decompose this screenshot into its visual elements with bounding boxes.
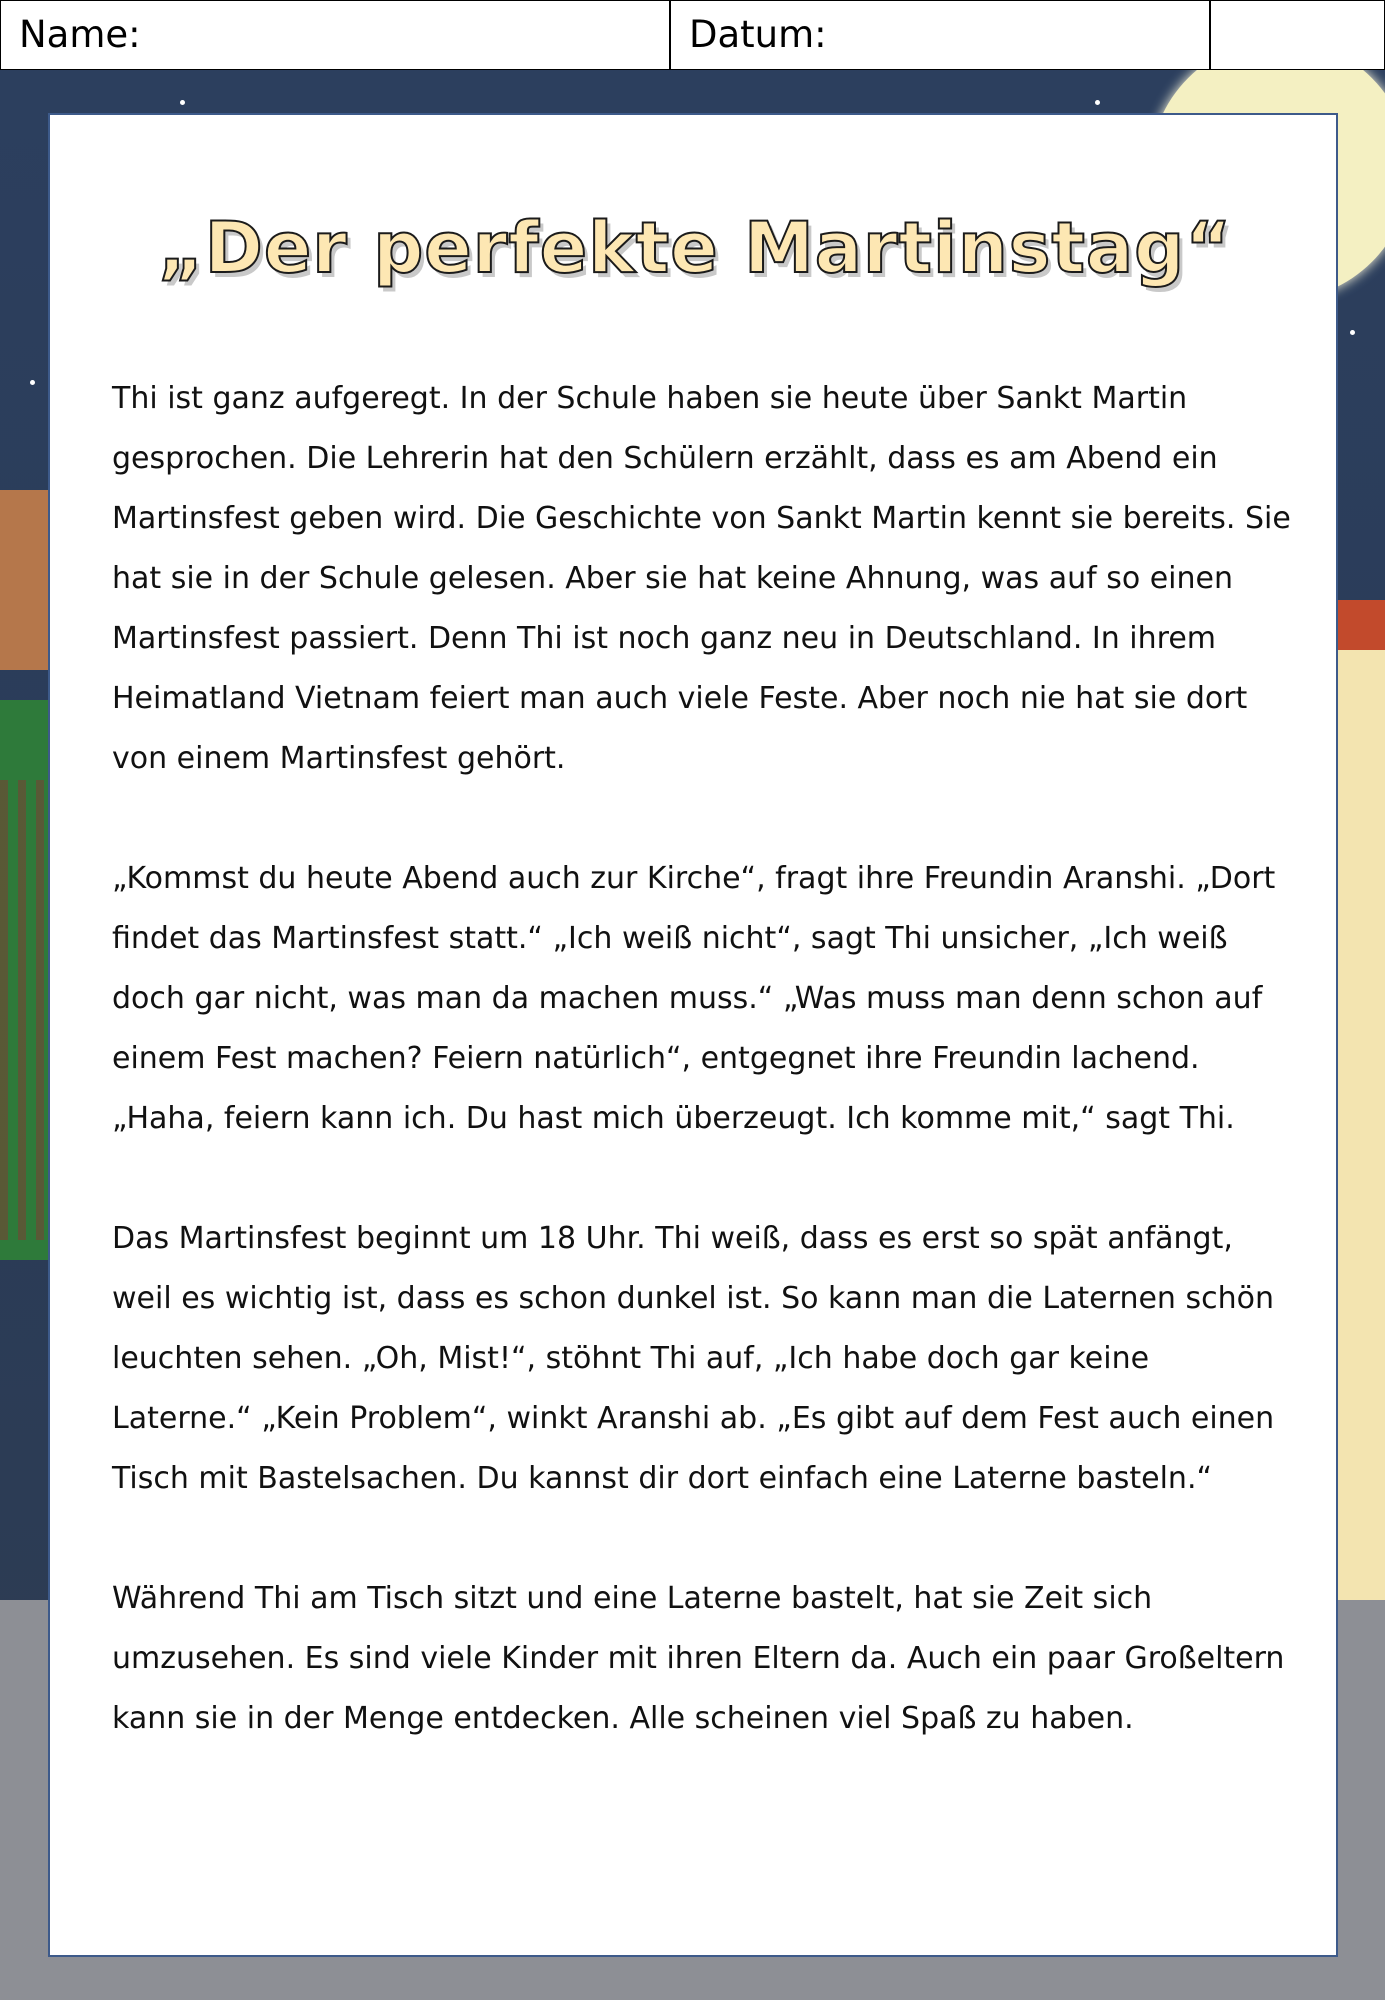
star-icon	[30, 380, 35, 385]
page-title: „Der perfekte Martinstag“	[157, 207, 1233, 289]
fence-illustration	[0, 780, 50, 1240]
date-label: Datum:	[689, 13, 827, 56]
star-icon	[1350, 330, 1355, 335]
extra-field[interactable]	[1211, 1, 1384, 69]
worksheet-paper	[48, 113, 1338, 1957]
name-field[interactable]	[1, 1, 671, 69]
star-icon	[180, 100, 185, 105]
story-paragraph-1: Thi ist ganz aufgeregt. In der Schule haben sie heute über Sankt Martin gesprochen. Die Lehrerin hat den Schülern erzählt, dass es am Abend ein Martinsfest geben wird. Die Geschichte von Sankt Martin kennt sie bereits. Sie hat sie in der Schule gelesen. Aber sie hat keine Ahnung, was auf so einen Martinsfest passiert. Denn Thi ist noch ganz neu in Deutschland. In ihrem Heimatland Vietnam feiert man auch viele Feste. Aber noch nie hat sie dort von einem Martinsfest gehört.	[112, 381, 1291, 776]
house-illustration	[0, 490, 50, 670]
story-paragraph-3: Das Martinsfest beginnt um 18 Uhr. Thi weiß, dass es erst so spät anfängt, weil es wichtig ist, dass es schon dunkel ist. So kann man die Laternen schön leuchten sehen. „Oh, Mist!“, stöhnt Thi auf, „Ich habe doch gar keine Laterne.“ „Kein Problem“, winkt Aranshi ab. „Es gibt auf dem Fest auch einen Tisch mit Bastelsachen. Du kannst dir dort einfach eine Laterne basteln.“	[112, 1221, 1275, 1496]
date-field[interactable]	[671, 1, 1211, 69]
story-text	[112, 369, 1292, 1809]
star-icon	[1095, 100, 1100, 105]
header-row	[0, 0, 1385, 70]
name-label: Name:	[19, 13, 141, 56]
story-paragraph-2: „Kommst du heute Abend auch zur Kirche“, fragt ihre Freundin Aranshi. „Dort findet das Martinsfest statt.“ „Ich weiß nicht“, sagt Thi unsicher, „Ich weiß doch gar nicht, was man da machen muss.“ „Was muss man denn schon auf einem Fest machen? Feiern natürlich“, entgegnet ihre Freundin lachend. „Haha, feiern kann ich. Du hast mich überzeugt. Ich komme mit,“ sagt Thi.	[112, 861, 1276, 1136]
story-paragraph-4: Während Thi am Tisch sitzt und eine Laterne bastelt, hat sie Zeit sich umzusehen. Es sind viele Kinder mit ihren Eltern da. Auch ein paar Großeltern kann sie in der Menge entdecken. Alle scheinen viel Spaß zu haben.	[112, 1581, 1285, 1736]
